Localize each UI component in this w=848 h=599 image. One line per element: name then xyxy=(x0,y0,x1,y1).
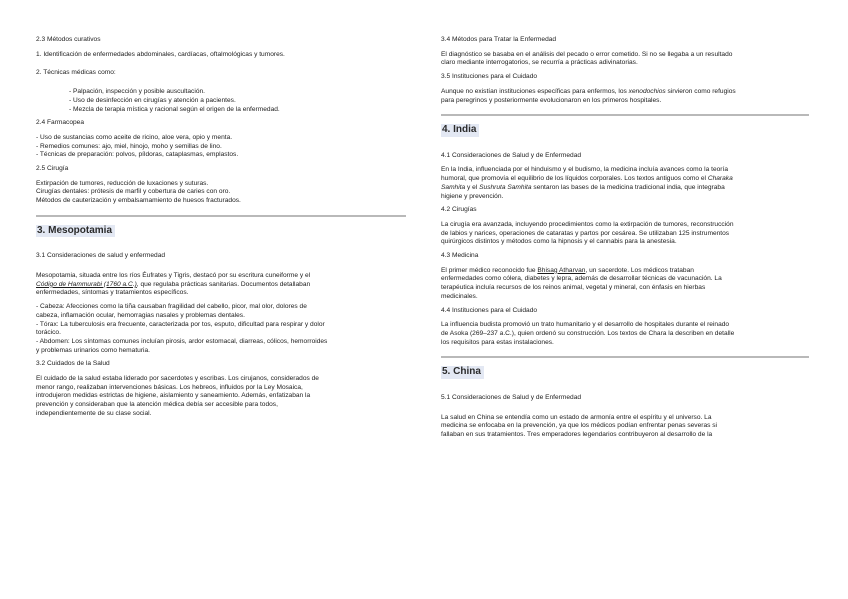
heading-3-2: 3.2 Cuidados de la Salud xyxy=(36,360,110,368)
charaka-term: Charaka xyxy=(707,175,733,183)
heading-4-2: 4.2 Cirugías xyxy=(441,206,477,214)
text-line: terapéutica incluía recursos de los reinos animal, vegetal y mineral, con énfasis en hierbas xyxy=(441,284,706,292)
text-line xyxy=(441,184,809,193)
sub-list xyxy=(36,88,406,114)
bhisag-atharvan-name: Bhisag Atharvan xyxy=(537,266,586,274)
heading-4-3: 4.3 Medicina xyxy=(441,252,479,260)
text-line xyxy=(36,281,406,290)
heading-2-4: 2.4 Farmacopea xyxy=(36,119,85,127)
hammurabi-code-link: Código de Hammurabi (1760 a.C.) xyxy=(36,280,137,288)
text-line: de Asoka (269–237 a.C.), quien ordenó su construcción. Los textos de Chara la describen en detalle xyxy=(441,329,735,337)
text-line: - Abdomen: Los síntomas comunes incluían pirosis, ardor estomacal, diarreas, cólicos, hemorroides xyxy=(36,337,328,345)
text-line: El diagnóstico se basaba en el análisis del pecado o error cometido. Si no se llegaba a un resultado xyxy=(441,50,733,58)
text-line: y problemas urinarios como hematuria. xyxy=(36,346,150,354)
text-line: torácico. xyxy=(36,329,61,337)
text-line: medicinales. xyxy=(441,292,478,300)
heading-4-4: 4.4 Instituciones para el Cuidado xyxy=(441,306,538,314)
text-fragment: y el xyxy=(465,183,480,191)
text-line: cabeza, inflamación ocular, hemorragias nasales y problemas dentales. xyxy=(36,311,245,319)
text-line: de labios y narices, operaciones de cataratas y partos por cesárea. Se utilizaban 125 instrumentos xyxy=(441,229,730,237)
text-line: La influencia budista promovió un trato humanitario y el desarrollo de hospitales durante el reinado xyxy=(441,321,730,329)
heading-2-3: 2.3 Métodos curativos xyxy=(36,36,101,43)
text-line: Métodos de cauterización y embalsamamiento de huesos fracturados. xyxy=(36,197,241,205)
text-line: para peregrinos y posteriormente evolucionaron en los primeros hospitales. xyxy=(441,96,662,104)
text-line: Cirugías dentales: prótesis de marfil y cobertura de caries con oro. xyxy=(36,188,231,196)
heading-2-5: 2.5 Cirugía xyxy=(36,165,69,173)
text-fragment: , un sacerdote. Los médicos trataban xyxy=(585,266,694,274)
text-line: higiene y prevención. xyxy=(441,192,504,200)
text-fragment: El primer médico reconocido fue xyxy=(441,266,538,274)
samhita-term: Samhita xyxy=(441,183,466,191)
list-item: 1. Identificación de enfermedades abdominales, cardíacas, oftalmológicas y tumores. xyxy=(36,50,285,58)
text-line xyxy=(441,175,809,184)
heading-3-5: 3.5 Instituciones para el Cuidado xyxy=(441,73,538,81)
text-line: independientemente de su clase social. xyxy=(36,409,152,417)
list-item: - Remedios comunes: ajo, miel, hinojo, moho y semillas de lino. xyxy=(36,142,222,150)
section-divider xyxy=(441,114,809,116)
text-line: quirúrgicos distintos y métodos como la hipnosis y el cannabis para la anestesia. xyxy=(441,238,677,246)
text-fragment: humoral, que promovía el equilibrio de los líquidos corporales. Los textos antiguos como el xyxy=(441,175,708,183)
text-line xyxy=(441,88,809,97)
text-line: - Tórax: La tuberculosis era frecuente, caracterizada por tos, esputo, dificultad para respirar y dolor xyxy=(36,320,325,328)
text-line: El cuidado de la salud estaba liderado por sacerdotes y escribas. Los cirujanos, considerados de xyxy=(36,375,319,383)
text-line: fallaban en sus tratamientos. Tres emperadores legendarios contribuyeron al desarrollo de la xyxy=(441,430,713,438)
list-item: - Técnicas de preparación: polvos, píldoras, cataplasmas, emplastos. xyxy=(36,151,239,159)
heading-4-1: 4.1 Consideraciones de Salud y de Enfermedad xyxy=(441,151,582,159)
text-line: La cirugía era avanzada, incluyendo procedimientos como la extirpación de tumores, reconstrucción xyxy=(441,220,734,228)
text-line: - Cabeza: Afecciones como la tiña causaban fragilidad del cabello, picor, mal olor, dolores de xyxy=(36,303,307,311)
text-fragment: sirvieron como refugios xyxy=(665,87,736,95)
text-line: enfermedades, síntomas y tratamientos específicos. xyxy=(36,289,189,297)
heading-india: 4. India xyxy=(441,124,479,137)
xenodochios-term: xenodochios xyxy=(628,87,666,95)
text-fragment: sentaron las bases de la medicina tradicional india, que integraba xyxy=(531,183,725,191)
text-line: La salud en China se entendía como un estado de armonía entre el espíritu y el universo. La xyxy=(441,413,712,421)
heading-china: 5. China xyxy=(441,366,484,379)
heading-mesopotamia: 3. Mesopotamia xyxy=(36,225,115,238)
list-item: - Mezcla de terapia mística y racional según el origen de la enfermedad. xyxy=(69,105,280,113)
list-item: - Uso de desinfección en cirugías y atención a pacientes. xyxy=(69,96,236,104)
list-item: - Palpación, inspección y posible auscultación. xyxy=(69,88,205,96)
heading-3-1: 3.1 Consideraciones de salud y enfermedad xyxy=(36,252,166,260)
heading-3-4: 3.4 Métodos para Tratar la Enfermedad xyxy=(441,36,557,43)
text-line: Mesopotamia, situada entre los ríos Éufrates y Tigris, destacó por su escritura cuneiforme y el xyxy=(36,272,311,280)
text-line xyxy=(441,267,809,276)
text-line: enfermedades como cólera, diabetes y lepra, además de desarrollar técnicas de vacunación. La xyxy=(441,275,722,283)
list-item: 2. Técnicas médicas como: xyxy=(36,69,116,77)
heading-5-1: 5.1 Consideraciones de Salud y de Enfermedad xyxy=(441,393,582,401)
text-line: los requisitos para estas instalaciones. xyxy=(441,338,554,346)
text-line: prevención y consideraban que la atención médica debía ser accesible para todos, xyxy=(36,401,278,409)
text-line: En la India, influenciada por el hinduismo y el budismo, la medicina incluía avances como la teoría xyxy=(441,166,728,174)
text-line: Extirpación de tumores, reducción de luxaciones y suturas. xyxy=(36,179,209,187)
text-line: claro mediante interrogatorios, se recurría a prácticas adivinatorias. xyxy=(441,59,638,67)
text-fragment: , que regulaba prácticas sanitarias. Documentos detallaban xyxy=(136,280,311,288)
text-line: medicina se enfocaba en la prevención, ya que los médicos podían enfrentar penas severas si xyxy=(441,422,718,430)
text-fragment: Aunque no existían instituciones específicas para enfermos, los xyxy=(441,87,629,95)
list-item: - Uso de sustancias como aceite de ricino, aloe vera, opio y menta. xyxy=(36,133,233,141)
text-line: introdujeron medidas estrictas de higiene, aislamiento y saneamiento. Además, enfatizaban la xyxy=(36,392,311,400)
sushruta-term: Sushruta Samhita xyxy=(479,183,532,191)
text-line: menor rango, realizaban intervenciones básicas. Los hebreos, influidos por la Ley Mosaica, xyxy=(36,383,303,391)
section-divider xyxy=(441,356,809,358)
section-divider xyxy=(36,215,406,217)
right-column xyxy=(441,36,809,440)
left-column xyxy=(36,36,406,419)
